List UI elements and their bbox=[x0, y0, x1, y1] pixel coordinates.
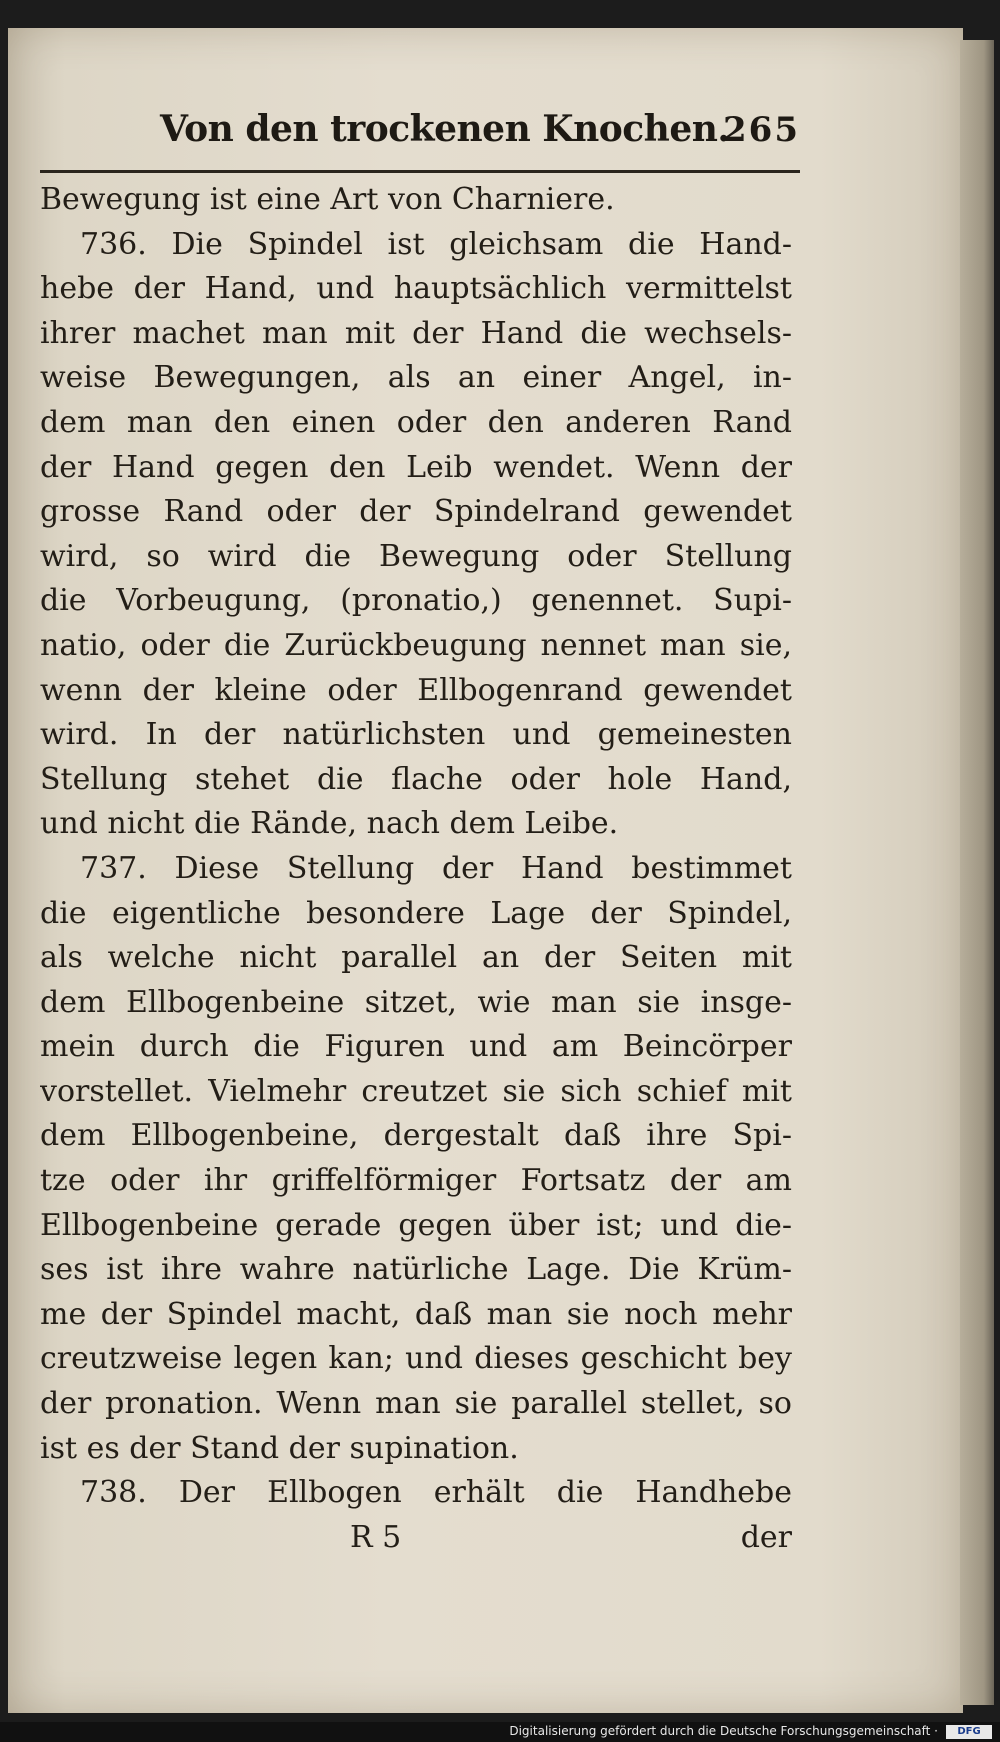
text-line: ses ist ihre wahre natürliche Lage. Die Krüm- bbox=[40, 1252, 792, 1288]
text-line: grosse Rand oder der Spindelrand gewendet bbox=[40, 494, 792, 530]
text-line: die Vorbeugung, (pronatio,) genennet. Supi- bbox=[40, 583, 792, 619]
text-line: 736. Die Spindel ist gleichsam die Hand- bbox=[80, 226, 792, 262]
signature-mark: R 5 bbox=[350, 1519, 402, 1555]
text-line: die eigentliche besondere Lage der Spindel, bbox=[40, 895, 792, 931]
text-line: dem Ellbogenbeine, dergestalt daß ihre Spi- bbox=[40, 1118, 792, 1154]
page-edge bbox=[960, 40, 994, 1705]
text-line: creutzweise legen kan; und dieses geschicht bey bbox=[40, 1341, 792, 1377]
text-line: ihrer machet man mit der Hand die wechsels- bbox=[40, 315, 792, 351]
body-text bbox=[40, 178, 792, 1560]
text-line: me der Spindel macht, daß man sie noch mehr bbox=[40, 1296, 792, 1332]
text-line: mein durch die Figuren und am Beincörper bbox=[40, 1029, 792, 1065]
footer-bar bbox=[0, 1722, 1000, 1742]
page-header bbox=[160, 108, 800, 158]
text-line: natio, oder die Zurückbeugung nennet man sie, bbox=[40, 627, 792, 663]
text-line: Stellung stehet die flache oder hole Hand, bbox=[40, 761, 792, 797]
digitization-credit: Digitalisierung gefördert durch die Deutsche Forschungsgemeinschaft · bbox=[509, 1724, 938, 1738]
text-line: dem man den einen oder den anderen Rand bbox=[40, 404, 792, 440]
text-line: wird. In der natürlichsten und gemeinesten bbox=[40, 717, 792, 753]
dfg-logo-icon: DFG bbox=[946, 1725, 992, 1739]
text-line: und nicht die Rände, nach dem Leibe. bbox=[40, 806, 619, 842]
running-title: Von den trockenen Knochen. bbox=[160, 108, 730, 150]
text-line: hebe der Hand, und hauptsächlich vermittelst bbox=[40, 271, 792, 307]
text-line: ist es der Stand der supination. bbox=[40, 1430, 519, 1466]
text-line: wird, so wird die Bewegung oder Stellung bbox=[40, 538, 792, 574]
page-number: 265 bbox=[723, 110, 800, 150]
signature-line bbox=[40, 1516, 792, 1561]
text-line: Bewegung ist eine Art von Charniere. bbox=[40, 182, 615, 217]
text-line: 737. Diese Stellung der Hand bestimmet bbox=[80, 850, 792, 886]
catchword: der bbox=[740, 1519, 792, 1555]
text-line: vorstellet. Vielmehr creutzet sie sich schief mit bbox=[40, 1073, 792, 1109]
text-line: wenn der kleine oder Ellbogenrand gewendet bbox=[40, 672, 792, 708]
text-line: der Hand gegen den Leib wendet. Wenn der bbox=[40, 449, 792, 485]
text-line: dem Ellbogenbeine sitzet, wie man sie insge- bbox=[40, 984, 792, 1020]
header-rule bbox=[40, 170, 800, 173]
text-line: tze oder ihr griffelförmiger Fortsatz der am bbox=[40, 1163, 792, 1199]
text-line: weise Bewegungen, als an einer Angel, in- bbox=[40, 360, 792, 396]
text-line: als welche nicht parallel an der Seiten mit bbox=[40, 940, 792, 976]
text-line: der pronation. Wenn man sie parallel stellet, so bbox=[40, 1386, 792, 1422]
text-line: Ellbogenbeine gerade gegen über ist; und die- bbox=[40, 1207, 792, 1243]
text-line: 738. Der Ellbogen erhält die Handhebe bbox=[80, 1475, 792, 1511]
